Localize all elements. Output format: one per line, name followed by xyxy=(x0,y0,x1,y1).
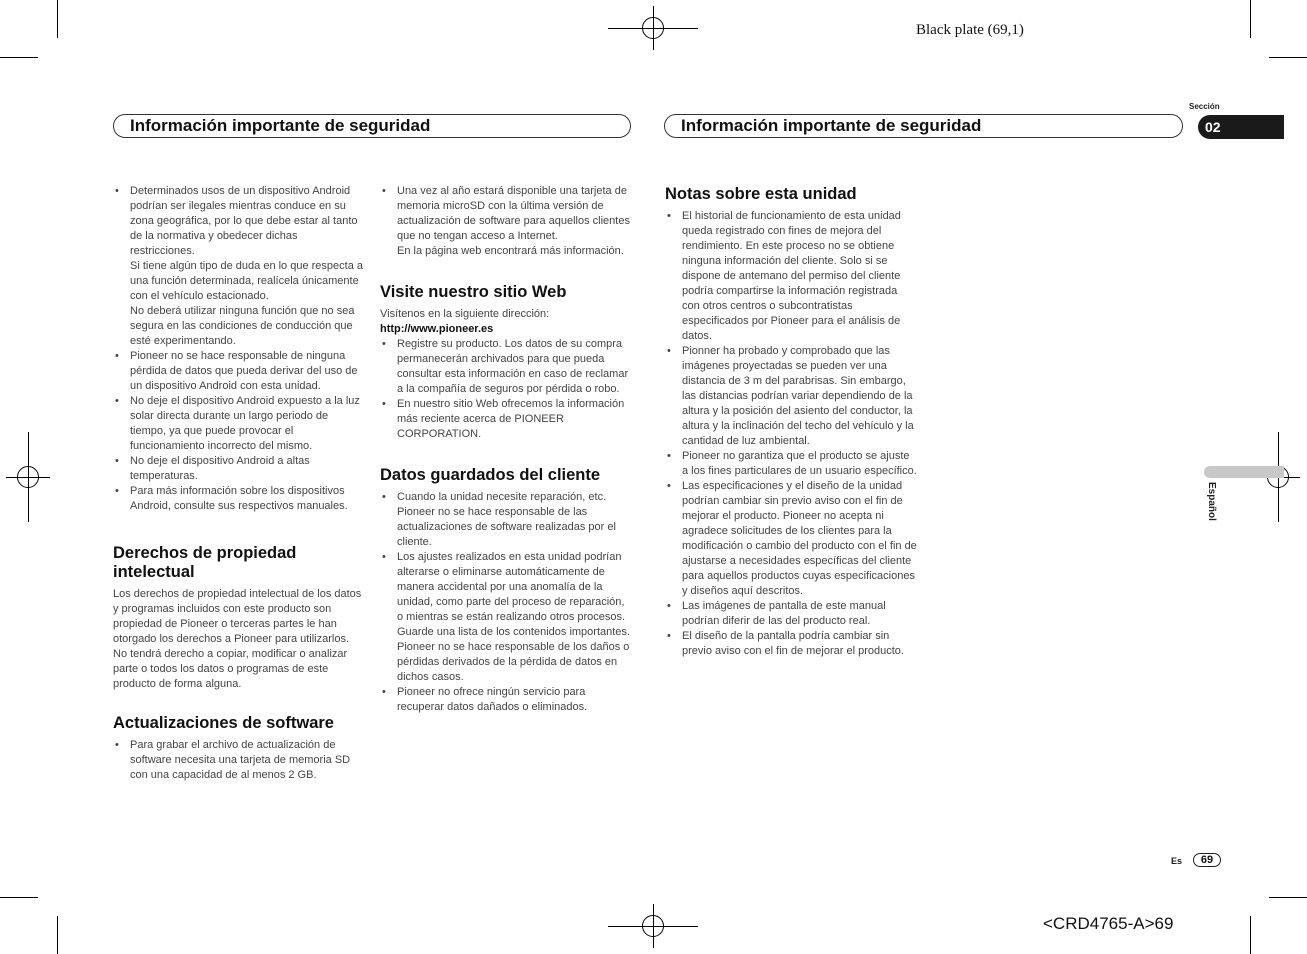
paragraph: Visítenos en la siguiente dirección: xyxy=(380,308,550,320)
page-header-left: Información importante de seguridad xyxy=(113,114,631,138)
registration-circle xyxy=(17,466,39,488)
list-item: • Las especificaciones y el diseño de la unidad podrían cambiar sin previo aviso con el fin de mejorar el producto. Pioneer no acepta ni agradece solicitudes de los clientes para la modificación o cambio del producto con el fin de ajustarse a necesidades específicas del cliente para aquellos productos cuyas especificaciones y diseños aquí descritos. xyxy=(665,479,917,599)
column-3 xyxy=(665,185,917,659)
list-item: • Registre su producto. Los datos de su compra permanecerán archivados para que pueda consultar esta información en caso de reclamar a la compañía de seguros por pérdida o robo. xyxy=(380,337,632,397)
software-list xyxy=(113,738,365,783)
sd-card-list xyxy=(380,184,632,259)
android-notes-list xyxy=(113,184,365,514)
section-number: 02 xyxy=(1205,119,1221,135)
list-item: • Para grabar el archivo de actualización de software necesita una tarjeta de memoria SD con una capacidad de al menos 2 GB. xyxy=(113,738,365,783)
list-item: • Determinados usos de un dispositivo Android podrían ser ilegales mientras conduce en su zona geográfica, por lo que debe estar al tanto de la normativa y obedecer dichas restricciones. Si tiene algún tipo de duda en lo que respecta a una función determinada, realícela únicamente con el vehículo estacionado. No deberá utilizar ninguna función que no sea segura en las condiciones de conducción que esté experimentando. xyxy=(113,184,365,349)
list-item: • Pioneer no se hace responsable de ninguna pérdida de datos que pueda derivar del uso de un dispositivo Android con esta unidad. xyxy=(113,349,365,394)
list-item: • No deje el dispositivo Android expuesto a la luz solar directa durante un largo periodo de tiempo, ya que puede provocar el funcionamiento incorrecto del mismo. xyxy=(113,394,365,454)
registration-circle xyxy=(642,915,664,937)
section-label: Sección xyxy=(1189,102,1220,111)
page-language-code: Es xyxy=(1171,856,1183,866)
plate-label: Black plate (69,1) xyxy=(916,22,1024,38)
section-heading: Actualizaciones de software xyxy=(113,714,334,732)
column-2 xyxy=(380,184,632,715)
section-heading: Visite nuestro sitio Web xyxy=(380,283,567,301)
website-link[interactable]: http://www.pioneer.es xyxy=(380,323,494,335)
page-header-right: Información importante de seguridad xyxy=(664,114,1183,138)
crop-mark xyxy=(57,0,58,38)
list-item: • Los ajustes realizados en esta unidad podrían alterarse o eliminarse automáticamente de manera accidental por una anomalía de la unidad, como parte del proceso de reparación, o mientras se están realizando otros procesos. Guarde una lista de los contenidos importantes. Pioneer no se hace responsable de los daños o pérdidas derivados de la pérdida de datos en dichos casos. xyxy=(380,550,632,685)
page-number: 69 xyxy=(1193,853,1221,867)
list-item: • Para más información sobre los dispositivos Android, consulte sus respectivos manuales. xyxy=(113,484,365,514)
list-item: • Pionner ha probado y comprobado que las imágenes proyectadas se pueden ver una distancia de 3 m del parabrisas. Sin embargo, las distancias podrían variar dependiendo de la altura y la posición del asiento del conductor, la altura y la inclinación del techo del vehículo y la cantidad de luz ambiental. xyxy=(665,344,917,449)
list-item: • El historial de funcionamiento de esta unidad queda registrado con fines de mejora del rendimiento. En este proceso no se obtiene ninguna información del cliente. Solo si se dispone de antemano del permiso del cliente podría compartirse la información registrada con otros centros o subcontratistas especificados por Pioneer para el análisis de datos. xyxy=(665,209,917,344)
crop-mark xyxy=(1250,916,1251,954)
list-item: • Cuando la unidad necesite reparación, etc. Pioneer no se hace responsable de las actualizaciones de software realizadas por el cliente. xyxy=(380,490,632,550)
column-1 xyxy=(113,184,365,783)
section-heading: Derechos de propiedad intelectual xyxy=(113,544,297,581)
crop-mark xyxy=(1250,0,1251,38)
list-item: • No deje el dispositivo Android a altas temperaturas. xyxy=(113,454,365,484)
section-heading: Datos guardados del cliente xyxy=(380,466,601,484)
list-item: • Una vez al año estará disponible una tarjeta de memoria microSD con la última versión de actualización de software para aquellos clientes que no tengan acceso a Internet. En la página web encontrará más información. xyxy=(380,184,632,259)
web-list xyxy=(380,337,632,442)
customer-data-list xyxy=(380,490,632,715)
language-label: Español xyxy=(1206,482,1217,521)
crop-mark xyxy=(0,57,38,58)
list-item: • Las imágenes de pantalla de este manual podrían diferir de las del producto real. xyxy=(665,599,917,629)
list-item: • En nuestro sitio Web ofrecemos la información más reciente acerca de PIONEER CORPORATION. xyxy=(380,397,632,442)
crop-mark xyxy=(1269,897,1307,898)
crop-mark xyxy=(1269,57,1307,58)
list-item: • Pioneer no ofrece ningún servicio para recuperar datos dañados o eliminados. xyxy=(380,685,632,715)
registration-circle xyxy=(642,17,664,39)
crop-mark xyxy=(0,897,38,898)
crop-mark xyxy=(57,916,58,954)
section-heading: Notas sobre esta unidad xyxy=(665,185,857,203)
paragraph: Los derechos de propiedad intelectual de los datos y programas incluidos con este producto son propiedad de Pioneer o terceras partes le han otorgado los derechos a Pioneer para utilizarlos. No tendrá derecho a copiar, modificar o analizar parte o todos los datos o programas de este producto de forma alguna. xyxy=(113,588,362,690)
unit-notes-list xyxy=(665,209,917,659)
document-code: <CRD4765-A>69 xyxy=(1043,914,1174,933)
list-item: • Pioneer no garantiza que el producto se ajuste a los fines particulares de un usuario específico. xyxy=(665,449,917,479)
language-tab xyxy=(1204,466,1284,478)
list-item: • El diseño de la pantalla podría cambiar sin previo aviso con el fin de mejorar el producto. xyxy=(665,629,917,659)
